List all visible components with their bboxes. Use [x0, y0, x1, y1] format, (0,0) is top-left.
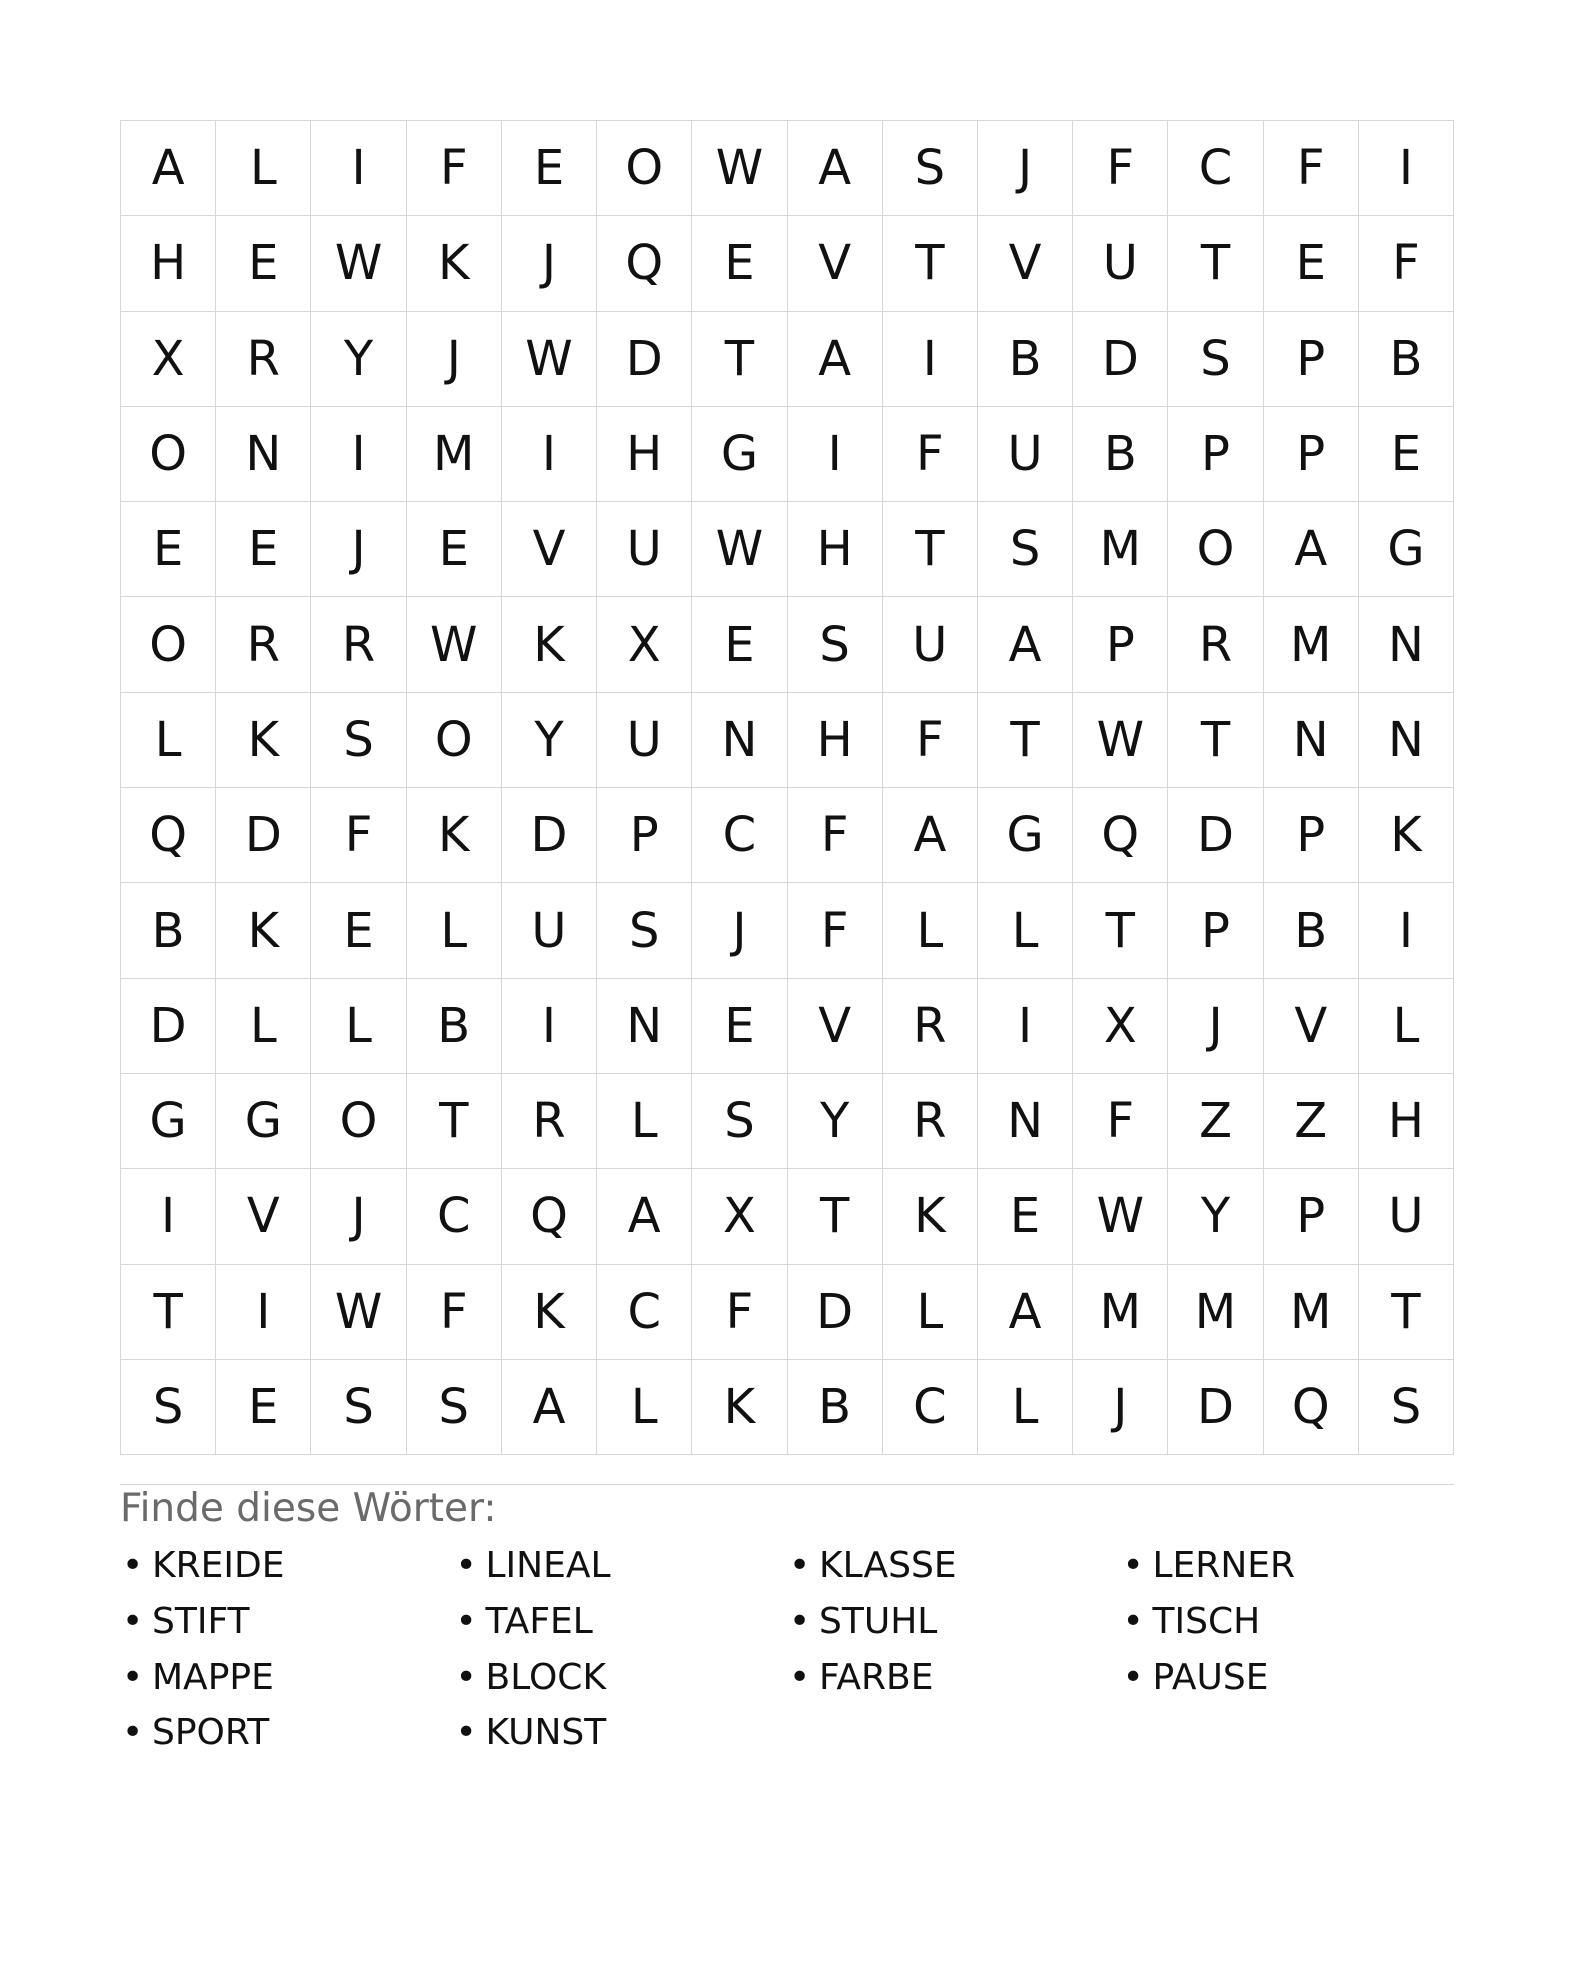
grid-cell[interactable]: V: [502, 502, 597, 597]
bullet-icon: •: [122, 1545, 144, 1586]
grid-cell[interactable]: E: [692, 216, 787, 311]
grid-cell[interactable]: G: [1359, 502, 1454, 597]
grid-cell[interactable]: M: [1073, 502, 1168, 597]
grid-cell[interactable]: E: [407, 502, 502, 597]
grid-cell[interactable]: M: [407, 407, 502, 502]
word-label: STUHL: [819, 1600, 938, 1642]
grid-cell[interactable]: G: [121, 1074, 216, 1169]
grid-cell[interactable]: C: [692, 788, 787, 883]
grid-cell[interactable]: C: [407, 1169, 502, 1264]
grid-cell[interactable]: B: [1264, 883, 1359, 978]
grid-cell[interactable]: T: [1168, 693, 1263, 788]
grid-cell[interactable]: E: [216, 216, 311, 311]
grid-cell[interactable]: F: [788, 788, 883, 883]
bullet-icon: •: [1122, 1656, 1144, 1698]
bullet-icon: •: [122, 1600, 144, 1642]
grid-cell[interactable]: X: [692, 1169, 787, 1264]
grid-cell[interactable]: K: [1359, 788, 1454, 883]
grid-cell[interactable]: F: [407, 121, 502, 216]
word-label: KREIDE: [152, 1545, 285, 1586]
grid-cell[interactable]: X: [1073, 979, 1168, 1074]
grid-cell[interactable]: B: [407, 979, 502, 1074]
grid-cell[interactable]: D: [1168, 788, 1263, 883]
grid-row: [121, 597, 1454, 692]
word-list-item: [1121, 1546, 1455, 1602]
grid-cell[interactable]: N: [597, 979, 692, 1074]
word-label: MAPPE: [152, 1656, 274, 1698]
grid-cell[interactable]: P: [1168, 407, 1263, 502]
grid-cell[interactable]: A: [978, 597, 1073, 692]
grid-row: [121, 1074, 1454, 1169]
grid-cell[interactable]: L: [597, 1360, 692, 1455]
word-label: PAUSE: [1152, 1656, 1269, 1698]
word-list-item: [454, 1602, 788, 1658]
grid-cell[interactable]: K: [407, 788, 502, 883]
grid-cell[interactable]: V: [1264, 979, 1359, 1074]
word-list-item: [120, 1602, 454, 1658]
word-list-item: [454, 1713, 788, 1769]
grid-cell[interactable]: A: [883, 788, 978, 883]
word-list-item: [1121, 1602, 1455, 1658]
grid-cell[interactable]: V: [216, 1169, 311, 1264]
grid-cell[interactable]: W: [502, 312, 597, 407]
grid-cell[interactable]: D: [1168, 1360, 1263, 1455]
grid-cell[interactable]: D: [502, 788, 597, 883]
grid-cell[interactable]: E: [311, 883, 406, 978]
grid-cell[interactable]: Q: [502, 1169, 597, 1264]
grid-cell[interactable]: S: [597, 883, 692, 978]
grid-cell[interactable]: J: [502, 216, 597, 311]
bullet-icon: •: [122, 1656, 144, 1698]
grid-cell[interactable]: T: [692, 312, 787, 407]
grid-cell[interactable]: C: [883, 1360, 978, 1455]
grid-row: [121, 788, 1454, 883]
word-list-item: [787, 1658, 1121, 1714]
grid-cell[interactable]: L: [216, 121, 311, 216]
grid-cell[interactable]: O: [1168, 502, 1263, 597]
grid-cell[interactable]: E: [1359, 407, 1454, 502]
grid-cell[interactable]: M: [1264, 597, 1359, 692]
grid-cell[interactable]: V: [788, 216, 883, 311]
grid-row: [121, 979, 1454, 1074]
grid-cell[interactable]: Y: [788, 1074, 883, 1169]
grid-cell[interactable]: N: [1359, 597, 1454, 692]
grid-cell[interactable]: Q: [597, 216, 692, 311]
grid-cell[interactable]: F: [883, 693, 978, 788]
grid-cell[interactable]: I: [121, 1169, 216, 1264]
grid-cell[interactable]: D: [1073, 312, 1168, 407]
grid-cell[interactable]: R: [883, 979, 978, 1074]
grid-cell[interactable]: W: [1073, 1169, 1168, 1264]
grid-cell[interactable]: E: [978, 1169, 1073, 1264]
grid-cell[interactable]: L: [978, 1360, 1073, 1455]
bullet-icon: •: [455, 1656, 477, 1698]
grid-cell[interactable]: S: [121, 1360, 216, 1455]
word-label: KUNST: [485, 1712, 607, 1754]
grid-cell[interactable]: J: [692, 883, 787, 978]
grid-cell[interactable]: J: [311, 1169, 406, 1264]
grid-cell[interactable]: E: [121, 502, 216, 597]
grid-cell[interactable]: M: [1264, 1265, 1359, 1360]
grid-cell[interactable]: L: [597, 1074, 692, 1169]
grid-cell[interactable]: U: [883, 597, 978, 692]
grid-cell[interactable]: S: [311, 693, 406, 788]
grid-cell[interactable]: F: [788, 883, 883, 978]
grid-cell[interactable]: W: [1073, 693, 1168, 788]
grid-cell[interactable]: E: [1264, 216, 1359, 311]
grid-cell[interactable]: T: [1359, 1265, 1454, 1360]
grid-cell[interactable]: U: [597, 693, 692, 788]
grid-cell[interactable]: I: [311, 121, 406, 216]
word-list-item: [120, 1713, 454, 1769]
grid-cell[interactable]: T: [883, 216, 978, 311]
word-label: FARBE: [819, 1656, 934, 1698]
grid-cell[interactable]: R: [216, 312, 311, 407]
grid-cell[interactable]: K: [502, 1265, 597, 1360]
grid-cell[interactable]: P: [1264, 788, 1359, 883]
grid-cell[interactable]: H: [788, 693, 883, 788]
grid-cell[interactable]: J: [407, 312, 502, 407]
grid-cell[interactable]: Y: [502, 693, 597, 788]
grid-cell[interactable]: L: [216, 979, 311, 1074]
grid-cell[interactable]: Y: [311, 312, 406, 407]
grid-cell[interactable]: K: [692, 1360, 787, 1455]
grid-cell[interactable]: P: [1168, 883, 1263, 978]
grid-row: [121, 312, 1454, 407]
grid-cell[interactable]: J: [978, 121, 1073, 216]
grid-cell[interactable]: A: [978, 1265, 1073, 1360]
grid-cell[interactable]: B: [1073, 407, 1168, 502]
grid-cell[interactable]: E: [216, 1360, 311, 1455]
grid-cell[interactable]: N: [216, 407, 311, 502]
grid-cell[interactable]: S: [692, 1074, 787, 1169]
word-list-item: [787, 1546, 1121, 1602]
grid-cell[interactable]: R: [883, 1074, 978, 1169]
grid-cell[interactable]: F: [692, 1265, 787, 1360]
grid-cell[interactable]: L: [883, 1265, 978, 1360]
grid-cell[interactable]: I: [883, 312, 978, 407]
grid-row: [121, 1360, 1454, 1455]
grid-cell[interactable]: F: [1073, 121, 1168, 216]
grid-cell[interactable]: Q: [121, 788, 216, 883]
grid-cell[interactable]: F: [311, 788, 406, 883]
grid-cell[interactable]: A: [788, 312, 883, 407]
grid-cell[interactable]: N: [1359, 693, 1454, 788]
grid-cell[interactable]: C: [597, 1265, 692, 1360]
word-list: [120, 1546, 1454, 1769]
grid-cell[interactable]: D: [788, 1265, 883, 1360]
grid-cell[interactable]: F: [883, 407, 978, 502]
word-list-item: [1121, 1658, 1455, 1714]
word-label: LERNER: [1152, 1545, 1296, 1586]
grid-cell[interactable]: K: [502, 597, 597, 692]
grid-cell[interactable]: O: [121, 407, 216, 502]
grid-cell[interactable]: R: [1168, 597, 1263, 692]
word-label: TAFEL: [485, 1600, 593, 1642]
word-list-item: [120, 1658, 454, 1714]
grid-row: [121, 502, 1454, 597]
grid-cell[interactable]: Z: [1264, 1074, 1359, 1169]
grid-cell[interactable]: V: [978, 216, 1073, 311]
grid-cell[interactable]: D: [121, 979, 216, 1074]
grid-cell[interactable]: W: [692, 121, 787, 216]
word-list-item: [120, 1546, 454, 1602]
grid-cell[interactable]: I: [978, 979, 1073, 1074]
grid-cell[interactable]: F: [1359, 216, 1454, 311]
grid-cell[interactable]: B: [121, 883, 216, 978]
grid-cell[interactable]: J: [1073, 1360, 1168, 1455]
word-label: LINEAL: [485, 1545, 611, 1586]
grid-row: [121, 883, 1454, 978]
grid-cell[interactable]: G: [216, 1074, 311, 1169]
grid-cell[interactable]: S: [1359, 1360, 1454, 1455]
grid-cell[interactable]: I: [502, 979, 597, 1074]
grid-cell[interactable]: K: [883, 1169, 978, 1264]
grid-cell[interactable]: U: [502, 883, 597, 978]
grid-cell[interactable]: Q: [1264, 1360, 1359, 1455]
grid-cell[interactable]: O: [597, 121, 692, 216]
grid-cell[interactable]: R: [311, 597, 406, 692]
grid-cell[interactable]: D: [216, 788, 311, 883]
bullet-icon: •: [1122, 1545, 1144, 1586]
bullet-icon: •: [455, 1545, 477, 1586]
grid-cell[interactable]: A: [1264, 502, 1359, 597]
bullet-icon: •: [455, 1712, 477, 1754]
grid-cell[interactable]: S: [311, 1360, 406, 1455]
grid-cell[interactable]: H: [788, 502, 883, 597]
word-list-heading: Finde diese Wörter:: [120, 1486, 497, 1531]
grid-cell[interactable]: T: [407, 1074, 502, 1169]
grid-cell[interactable]: T: [788, 1169, 883, 1264]
grid-cell[interactable]: S: [978, 502, 1073, 597]
grid-cell[interactable]: U: [1359, 1169, 1454, 1264]
grid-cell[interactable]: N: [978, 1074, 1073, 1169]
grid-cell[interactable]: A: [597, 1169, 692, 1264]
grid-cell[interactable]: X: [597, 597, 692, 692]
grid-cell[interactable]: M: [1073, 1265, 1168, 1360]
grid-cell[interactable]: R: [502, 1074, 597, 1169]
grid-cell[interactable]: I: [502, 407, 597, 502]
word-label: STIFT: [152, 1600, 250, 1642]
grid-row: [121, 216, 1454, 311]
grid-cell[interactable]: O: [311, 1074, 406, 1169]
grid-row: [121, 121, 1454, 216]
grid-cell[interactable]: A: [788, 121, 883, 216]
grid-cell[interactable]: I: [1359, 883, 1454, 978]
word-label: SPORT: [152, 1712, 270, 1754]
grid-cell[interactable]: B: [978, 312, 1073, 407]
grid-cell[interactable]: H: [121, 216, 216, 311]
grid-cell[interactable]: P: [1073, 597, 1168, 692]
grid-cell[interactable]: S: [883, 121, 978, 216]
grid-cell[interactable]: E: [692, 979, 787, 1074]
grid-cell[interactable]: B: [788, 1360, 883, 1455]
word-label: BLOCK: [485, 1656, 607, 1698]
word-label: KLASSE: [819, 1545, 957, 1586]
word-search-grid: [120, 120, 1454, 1455]
grid-cell[interactable]: L: [311, 979, 406, 1074]
grid-cell[interactable]: V: [788, 979, 883, 1074]
grid-cell[interactable]: F: [1073, 1074, 1168, 1169]
grid-cell[interactable]: O: [407, 693, 502, 788]
grid-cell[interactable]: M: [1168, 1265, 1263, 1360]
grid-cell[interactable]: W: [407, 597, 502, 692]
grid-cell[interactable]: Z: [1168, 1074, 1263, 1169]
grid-cell[interactable]: S: [407, 1360, 502, 1455]
grid-cell[interactable]: R: [216, 597, 311, 692]
grid-cell[interactable]: Q: [1073, 788, 1168, 883]
bullet-icon: •: [455, 1600, 477, 1642]
grid-cell[interactable]: L: [407, 883, 502, 978]
grid-row: [121, 1265, 1454, 1360]
grid-cell[interactable]: L: [978, 883, 1073, 978]
grid-cell[interactable]: T: [1168, 216, 1263, 311]
grid-cell[interactable]: E: [216, 502, 311, 597]
grid-cell[interactable]: D: [597, 312, 692, 407]
grid-cell[interactable]: A: [502, 1360, 597, 1455]
grid-cell[interactable]: G: [978, 788, 1073, 883]
grid-row: [121, 1169, 1454, 1264]
grid-row: [121, 693, 1454, 788]
grid-cell[interactable]: F: [1264, 121, 1359, 216]
grid-cell[interactable]: I: [216, 1265, 311, 1360]
grid-cell[interactable]: S: [1168, 312, 1263, 407]
grid-cell[interactable]: T: [1073, 883, 1168, 978]
grid-cell[interactable]: J: [311, 502, 406, 597]
grid-cell[interactable]: E: [692, 597, 787, 692]
grid-cell[interactable]: L: [883, 883, 978, 978]
grid-cell[interactable]: P: [597, 788, 692, 883]
grid-cell[interactable]: T: [883, 502, 978, 597]
bullet-icon: •: [789, 1656, 811, 1698]
grid-cell[interactable]: K: [407, 216, 502, 311]
grid-cell[interactable]: I: [311, 407, 406, 502]
grid-cell[interactable]: U: [597, 502, 692, 597]
grid-cell[interactable]: N: [1264, 693, 1359, 788]
grid-cell[interactable]: E: [502, 121, 597, 216]
grid-cell[interactable]: S: [788, 597, 883, 692]
grid-cell[interactable]: W: [692, 502, 787, 597]
grid-cell[interactable]: W: [311, 216, 406, 311]
grid-cell[interactable]: H: [1359, 1074, 1454, 1169]
divider: [120, 1484, 1454, 1485]
grid-cell[interactable]: P: [1264, 407, 1359, 502]
word-label: TISCH: [1152, 1600, 1261, 1642]
grid-cell[interactable]: P: [1264, 1169, 1359, 1264]
grid-cell[interactable]: L: [1359, 979, 1454, 1074]
bullet-icon: •: [789, 1545, 811, 1586]
grid-cell[interactable]: K: [216, 883, 311, 978]
grid-cell[interactable]: K: [216, 693, 311, 788]
grid-cell[interactable]: X: [121, 312, 216, 407]
grid-cell[interactable]: H: [597, 407, 692, 502]
grid-cell[interactable]: G: [692, 407, 787, 502]
grid-cell[interactable]: U: [1073, 216, 1168, 311]
grid-cell[interactable]: B: [1359, 312, 1454, 407]
bullet-icon: •: [1122, 1600, 1144, 1642]
grid-cell[interactable]: U: [978, 407, 1073, 502]
grid-cell[interactable]: C: [1168, 121, 1263, 216]
grid-cell[interactable]: T: [978, 693, 1073, 788]
bullet-icon: •: [789, 1600, 811, 1642]
grid-cell[interactable]: N: [692, 693, 787, 788]
grid-cell[interactable]: W: [311, 1265, 406, 1360]
word-list-item: [454, 1658, 788, 1714]
grid-cell[interactable]: P: [1264, 312, 1359, 407]
grid-cell[interactable]: A: [121, 121, 216, 216]
grid-cell[interactable]: I: [788, 407, 883, 502]
grid-cell[interactable]: I: [1359, 121, 1454, 216]
word-list-item: [454, 1546, 788, 1602]
bullet-icon: •: [122, 1712, 144, 1754]
grid-cell[interactable]: J: [1168, 979, 1263, 1074]
grid-row: [121, 407, 1454, 502]
grid-cell[interactable]: O: [121, 597, 216, 692]
word-list-item: [787, 1602, 1121, 1658]
grid-cell[interactable]: F: [407, 1265, 502, 1360]
grid-cell[interactable]: T: [121, 1265, 216, 1360]
grid-cell[interactable]: L: [121, 693, 216, 788]
grid-cell[interactable]: Y: [1168, 1169, 1263, 1264]
